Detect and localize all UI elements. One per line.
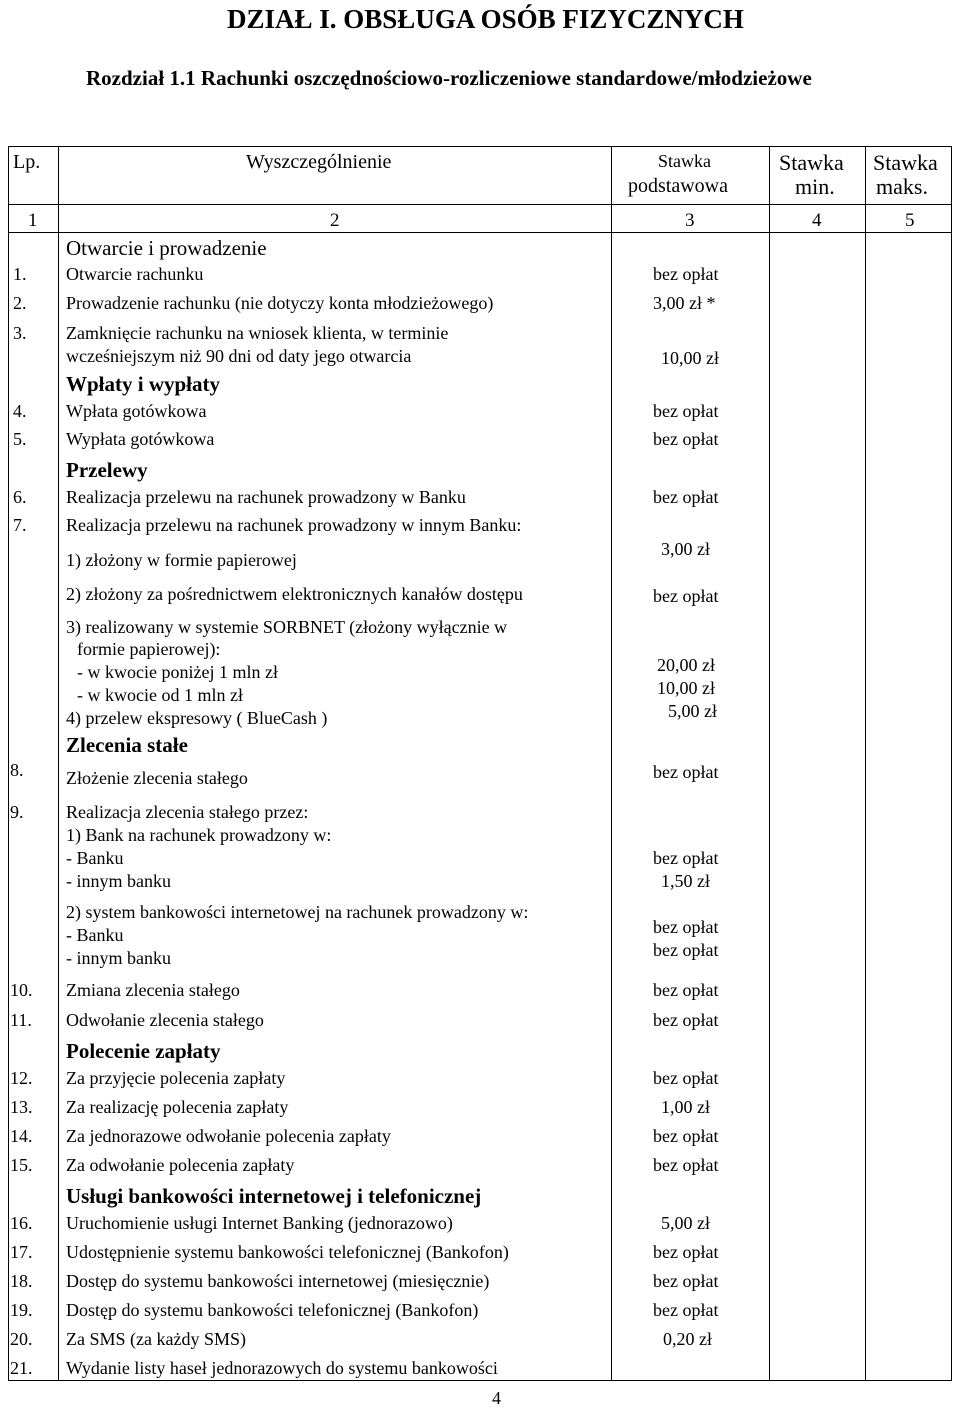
row-subitem: - Banku [66, 848, 124, 868]
row-lp: 20. [10, 1329, 33, 1349]
row-lp: 16. [10, 1213, 33, 1233]
col-number: 4 [812, 210, 822, 231]
col-number: 2 [330, 210, 340, 231]
row-subitem: - innym banku [66, 871, 171, 891]
row-fee: 1,50 zł [661, 871, 710, 891]
row-fee: bez opłat [653, 940, 719, 960]
row-lp: 6. [13, 487, 27, 507]
col-number: 1 [28, 210, 38, 231]
section-heading: Zlecenia stałe [66, 733, 188, 757]
row-desc: Uruchomienie usługi Internet Banking (jednorazowo) [66, 1213, 453, 1233]
section-heading: Usługi bankowości internetowej i telefonicznej [66, 1184, 482, 1208]
page-number: 4 [492, 1388, 501, 1408]
row-fee: 5,00 zł [668, 701, 717, 721]
row-desc: Otwarcie rachunku [66, 264, 204, 284]
section-heading: Wpłaty i wypłaty [66, 372, 221, 396]
row-subitem: - w kwocie poniżej 1 mln zł [77, 662, 278, 682]
row-desc: Złożenie zlecenia stałego [66, 768, 248, 788]
row-fee: bez opłat [653, 1010, 719, 1030]
row-desc: Za realizację polecenia zapłaty [66, 1097, 289, 1117]
row-fee: 1,00 zł [661, 1097, 710, 1117]
row-fee: bez opłat [653, 586, 719, 606]
row-lp: 14. [10, 1126, 33, 1146]
row-fee: bez opłat [653, 848, 719, 868]
row-lp: 15. [10, 1155, 33, 1175]
row-fee: bez opłat [653, 762, 719, 782]
row-fee: 3,00 zł [661, 539, 710, 559]
row-subitem: 1) złożony w formie papierowej [66, 550, 297, 570]
row-fee: bez opłat [653, 917, 719, 937]
col-desc-header: Wyszczególnienie [246, 151, 392, 173]
section-heading: Polecenie zapłaty [66, 1039, 221, 1063]
row-lp: 10. [10, 980, 33, 1000]
row-desc: Odwołanie zlecenia stałego [66, 1010, 264, 1030]
row-fee: 20,00 zł [657, 655, 715, 675]
row-fee: bez opłat [653, 487, 719, 507]
col-max-header-line2: maks. [876, 174, 928, 199]
row-desc: Za odwołanie polecenia zapłaty [66, 1155, 295, 1175]
row-lp: 2. [13, 293, 27, 313]
row-fee: 3,00 zł * [653, 293, 716, 313]
col-base-header-line1: Stawka [658, 151, 711, 171]
row-lp: 13. [10, 1097, 33, 1117]
row-lp: 8. [10, 760, 24, 780]
row-desc: Realizacja przelewu na rachunek prowadzony w Banku [66, 487, 466, 507]
row-fee: bez opłat [653, 401, 719, 421]
row-subitem: 2) system bankowości internetowej na rachunek prowadzony w: [66, 902, 529, 922]
row-fee: bez opłat [653, 1300, 719, 1320]
col-base-header-line2: podstawowa [628, 175, 728, 197]
row-lp: 9. [10, 802, 24, 822]
row-desc: Wpłata gotówkowa [66, 401, 207, 421]
row-subitem: 4) przelew ekspresowy ( BlueCash ) [66, 708, 328, 728]
row-lp: 4. [13, 401, 27, 421]
row-subitem: 2) złożony za pośrednictwem elektronicznych kanałów dostępu [66, 584, 523, 604]
row-fee: bez opłat [653, 1155, 719, 1175]
section-heading: Przelewy [66, 458, 148, 482]
row-subitem: 1) Bank na rachunek prowadzony w: [66, 825, 332, 845]
row-desc: Wypłata gotówkowa [66, 429, 215, 449]
row-fee: bez opłat [653, 1242, 719, 1262]
row-fee: bez opłat [653, 1126, 719, 1146]
row-lp: 7. [13, 515, 27, 535]
row-desc: Udostępnienie systemu bankowości telefonicznej (Bankofon) [66, 1242, 509, 1262]
row-desc: Za jednorazowe odwołanie polecenia zapłaty [66, 1126, 391, 1146]
row-fee: 0,20 zł [663, 1329, 712, 1349]
row-desc: Realizacja przelewu na rachunek prowadzony w innym Banku: [66, 515, 522, 535]
row-desc: Zmiana zlecenia stałego [66, 980, 240, 1000]
col-number: 5 [905, 210, 915, 231]
row-lp: 5. [13, 429, 27, 449]
row-subitem: 3) realizowany w systemie SORBNET (złożony wyłącznie w [66, 617, 508, 637]
row-fee: bez opłat [653, 429, 719, 449]
row-subitem: formie papierowej): [77, 639, 221, 659]
row-desc: Za przyjęcie polecenia zapłaty [66, 1068, 286, 1088]
row-desc: Wydanie listy haseł jednorazowych do systemu bankowości [66, 1358, 498, 1378]
row-fee: bez opłat [653, 1271, 719, 1291]
row-fee: 5,00 zł [661, 1213, 710, 1233]
row-fee: 10,00 zł [661, 348, 719, 368]
row-subitem: - Banku [66, 925, 124, 945]
row-lp: 19. [10, 1300, 33, 1320]
row-lp: 11. [10, 1010, 32, 1030]
row-desc: Za SMS (za każdy SMS) [66, 1329, 246, 1349]
chapter-title: Rozdział 1.1 Rachunki oszczędnościowo-rozliczeniowe standardowe/młodzieżowe [86, 66, 812, 90]
row-lp: 12. [10, 1068, 33, 1088]
col-min-header-line1: Stawka [779, 150, 844, 175]
row-lp: 3. [13, 323, 27, 343]
col-max-header-line1: Stawka [873, 150, 938, 175]
row-lp: 18. [10, 1271, 33, 1291]
col-number: 3 [685, 210, 695, 231]
row-subitem: - innym banku [66, 948, 171, 968]
row-desc: Realizacja zlecenia stałego przez: [66, 802, 309, 822]
row-desc: Dostęp do systemu bankowości telefonicznej (Bankofon) [66, 1300, 479, 1320]
section-heading: Otwarcie i prowadzenie [66, 236, 267, 260]
col-lp-header: Lp. [13, 151, 41, 173]
row-fee: 10,00 zł [657, 678, 715, 698]
row-desc: Zamknięcie rachunku na wniosek klienta, w terminie [66, 323, 449, 343]
row-desc: wcześniejszym niż 90 dni od daty jego otwarcia [66, 346, 412, 366]
row-fee: bez opłat [653, 980, 719, 1000]
row-desc: Prowadzenie rachunku (nie dotyczy konta młodzieżowego) [66, 293, 494, 313]
row-subitem: - w kwocie od 1 mln zł [77, 685, 243, 705]
row-lp: 17. [10, 1242, 33, 1262]
row-lp: 21. [10, 1358, 33, 1378]
document-title: DZIAŁ I. OBSŁUGA OSÓB FIZYCZNYCH [227, 4, 744, 34]
row-fee: bez opłat [653, 264, 719, 284]
row-desc: Dostęp do systemu bankowości internetowej (miesięcznie) [66, 1271, 490, 1291]
row-lp: 1. [13, 264, 27, 284]
col-min-header-line2: min. [795, 174, 835, 199]
row-fee: bez opłat [653, 1068, 719, 1088]
